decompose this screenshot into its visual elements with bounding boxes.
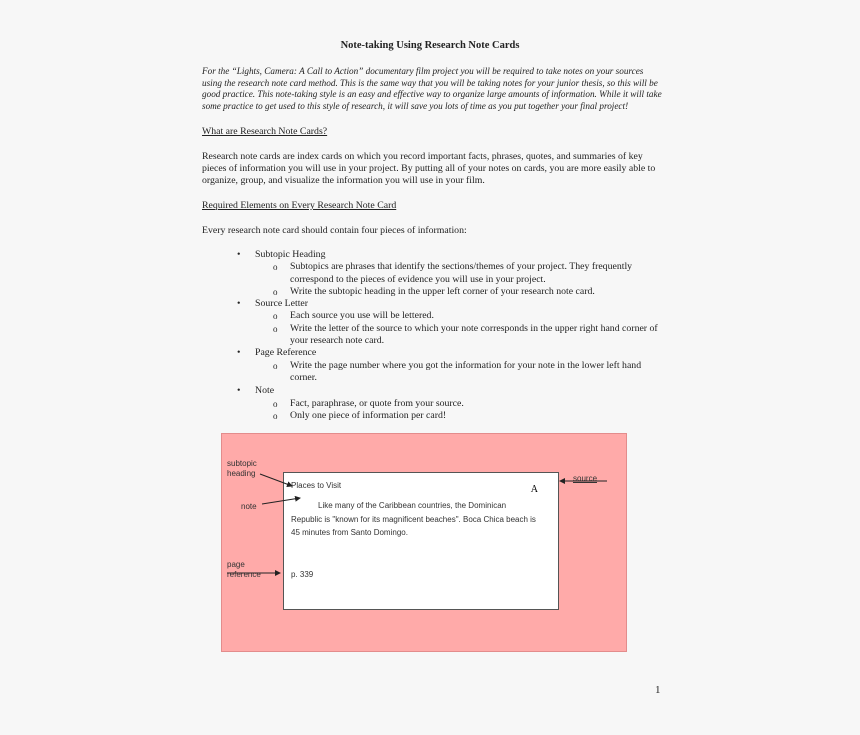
section-heading-required-elements: Required Elements on Every Research Note Card xyxy=(202,200,397,211)
list-item: • Subtopic Heading xyxy=(237,249,326,260)
sub-list-item: o Each source you use will be lettered. xyxy=(273,310,434,322)
note-card-diagram xyxy=(221,433,627,652)
section-body-what-are-cards: Research note cards are index cards on which you record important facts, phrases, quotes, and summaries of key pieces of information you will use in your project. By putting all of your notes on cards, you are more easily able to organize, group, and visualize the information you will use in your film. xyxy=(202,151,656,187)
label-subtopic-heading: subtopic heading xyxy=(227,459,257,478)
document-title: Note-taking Using Research Note Cards xyxy=(340,40,520,51)
section-body-required-elements: Every research note card should contain four pieces of information: xyxy=(202,225,467,236)
label-source: source xyxy=(573,474,598,483)
label-page-reference: page reference xyxy=(227,560,261,579)
section-heading-what-are-cards: What are Research Note Cards? xyxy=(202,126,328,137)
list-item: • Note xyxy=(237,385,275,397)
card-page-reference: p. 339 xyxy=(291,570,314,579)
sub-list-item: o Only one piece of information per card! xyxy=(273,409,447,421)
arrow-subtopic xyxy=(260,474,292,486)
list-item: • Page Reference xyxy=(237,347,317,359)
sub-list-item: o Write the letter of the source to which your note corresponds in the upper right hand corner of your research note card. xyxy=(273,322,658,347)
card-note-text: Like many of the Caribbean countries, the Dominican Republic is "known for its magnificent beaches". Boca Chica beach is 45 minutes from Santo Domingo. xyxy=(291,501,536,537)
page-number: 1 xyxy=(655,684,661,696)
sub-list-item: o Write the subtopic heading in the upper left corner of your research note card. xyxy=(273,285,595,297)
label-note: note xyxy=(241,502,257,511)
diagram-arrows xyxy=(222,434,626,651)
sub-list-item: o Fact, paraphrase, or quote from your source. xyxy=(273,397,464,409)
card-subtopic-heading: Places to Visit xyxy=(291,481,342,490)
card-source-letter: A xyxy=(530,484,538,495)
sub-list-item: o Write the page number where you got the information for your note in the lower left hand corner. xyxy=(273,359,642,383)
intro-paragraph: For the “Lights, Camera: A Call to Action” documentary film project you will be required to take notes on your sources using the research note card method. This is the same way that you will be taking notes for your junior thesis, so this will be good practice. This note-taking style is an easy and effective way to organize large amounts of information. While it will take some practice to get used to this style of research, it will save you lots of time as you put together your final project! xyxy=(202,66,662,111)
arrow-note xyxy=(262,498,300,504)
sub-list-item: o Subtopics are phrases that identify the sections/themes of your project. They frequently correspond to the pieces of evidence you will use in your project. xyxy=(273,261,633,285)
required-elements-list xyxy=(237,249,667,422)
list-item: • Source Letter xyxy=(237,298,309,310)
